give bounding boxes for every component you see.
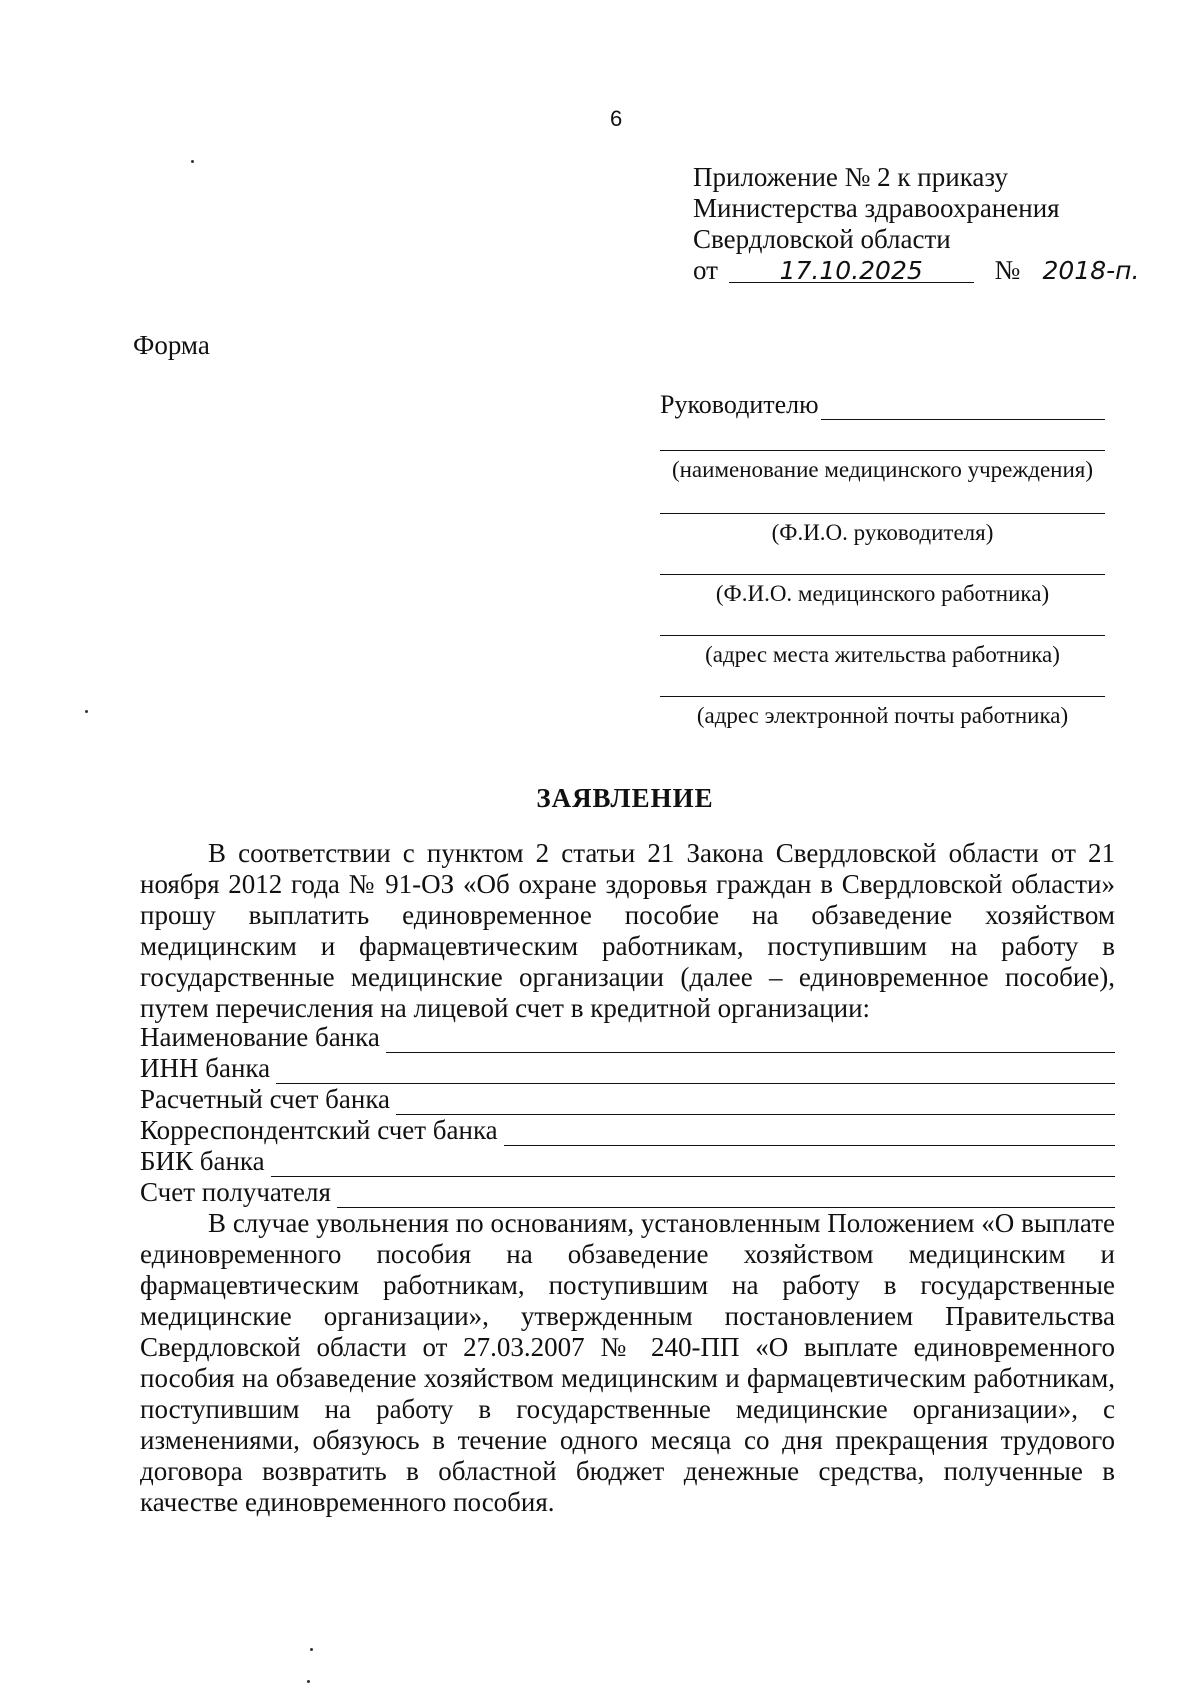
head-label: Руководителю [660, 390, 819, 419]
paragraph-1: В соответствии с пунктом 2 статьи 21 Закона Свердловской области от 21 ноября 2012 года № 91-ОЗ «Об охране здоровья граждан в Свердловской области» прошу выплатить единовременное пособие на обзаведение хозяйством медицинским и фармацевтическим работникам, поступившим на работу в государственные медицинские организации (далее – единовременное пособие), путем перечисления на лицевой счет в кредитной организации: [140, 838, 1115, 1023]
appendix-line-1: Приложение № 2 к приказу [693, 162, 1008, 192]
correspondent-account-blank [504, 1123, 1115, 1146]
bik-field [140, 1146, 1115, 1177]
head-name-blank [660, 493, 1105, 514]
document-title: ЗАЯВЛЕНИЕ [536, 783, 714, 813]
appendix-header [693, 162, 1151, 286]
from-label: от [693, 255, 718, 285]
appendix-line-3: Свердловской области [693, 224, 951, 254]
bank-name-field [140, 1022, 1115, 1053]
institution-blank [660, 430, 1105, 451]
settlement-account-field [140, 1084, 1115, 1115]
caption-worker-name: (Ф.И.О. медицинского работника) [715, 581, 1050, 606]
bank-name-blank [386, 1030, 1115, 1053]
appendix-line-2: Министерства здравоохранения [693, 193, 1060, 223]
form-label: Форма [133, 330, 210, 360]
settlement-account-blank [396, 1092, 1115, 1115]
worker-name-blank [660, 554, 1105, 575]
bik-blank [271, 1154, 1115, 1177]
caption-address: (адрес места жительства работника) [705, 642, 1060, 667]
caption-email: (адрес электронной почты работника) [696, 703, 1069, 728]
email-blank [660, 676, 1105, 697]
recipient-account-field [140, 1177, 1115, 1208]
inn-field [140, 1053, 1115, 1084]
scan-speck [85, 710, 88, 713]
recipient-account-blank [337, 1185, 1115, 1208]
order-number-handwritten: 2018-п. [1042, 256, 1140, 285]
number-label: № [994, 255, 1021, 285]
bik-label: БИК банка [140, 1146, 265, 1176]
recipient-account-label: Счет получателя [140, 1177, 331, 1207]
settlement-account-label: Расчетный счет банка [140, 1084, 391, 1114]
address-blank [660, 615, 1105, 636]
head-blank [821, 397, 1105, 420]
correspondent-account-label: Корреспондентский счет банка [140, 1115, 498, 1145]
head-field [660, 390, 1105, 420]
caption-institution: (наименование медицинского учреждения) [671, 457, 1094, 482]
page-number: 6 [610, 106, 623, 131]
bank-details [140, 1022, 1115, 1208]
order-date-handwritten: 17.10.2025 [729, 260, 974, 283]
caption-head-name: (Ф.И.О. руководителя) [771, 520, 994, 545]
bank-name-label: Наименование банка [140, 1022, 380, 1052]
correspondent-account-field [140, 1115, 1115, 1146]
scan-speck [310, 1648, 313, 1651]
scan-speck [191, 160, 194, 163]
addressee-block [660, 390, 1105, 729]
paragraph-2: В случае увольнения по основаниям, установленным Положением «О выплате единовременного пособия на обзаведение хозяйством медицинским и фармацевтическим работникам, поступившим на работу в государственные медицинские организации», утвержденным постановлением Правительства Свердловской области от 27.03.2007 № 240-ПП «О выплате единовременного пособия на обзаведение хозяйством медицинским и фармацевтическим работникам, поступившим на работу в государственные медицинские организации», с изменениями, обязуюсь в течение одного месяца со дня прекращения трудового договора возвратить в областной бюджет денежные средства, полученные в качестве единовременного пособия. [140, 1208, 1115, 1517]
inn-blank [276, 1061, 1115, 1084]
appendix-date-line [693, 255, 1151, 286]
scan-speck [307, 1680, 310, 1683]
inn-label: ИНН банка [140, 1053, 271, 1083]
